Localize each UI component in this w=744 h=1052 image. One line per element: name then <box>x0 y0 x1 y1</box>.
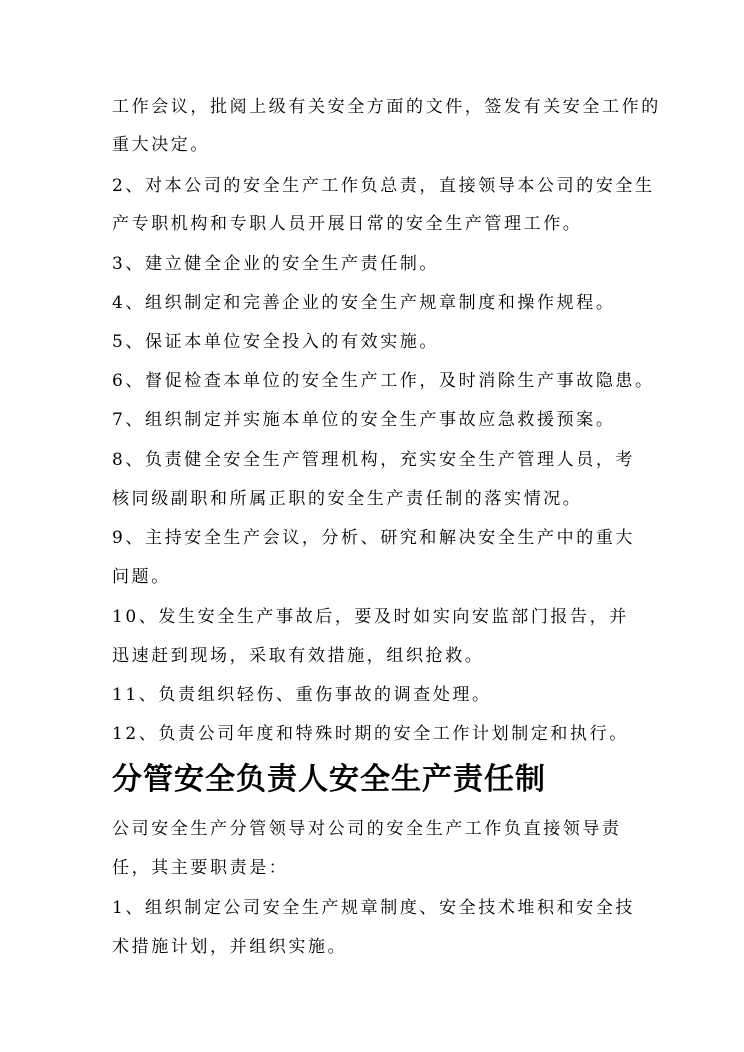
list-item-8: 8、负责健全安全生产管理机构，充实安全生产管理人员，考 <box>112 450 636 470</box>
section-heading: 分管安全负责人安全生产责任制 <box>112 762 546 797</box>
text-line: 公司安全生产分管领导对公司的安全生产工作负直接领导责 <box>112 819 622 839</box>
list-item-3: 3、建立健全企业的安全生产责任制。 <box>112 254 440 274</box>
list-item-9: 9、主持安全生产会议，分析、研究和解决安全生产中的重大 <box>112 528 636 548</box>
list-item-10: 10、发生安全生产事故后，要及时如实向安监部门报告，并 <box>112 607 629 627</box>
text-line: 工作会议，批阅上级有关安全方面的文件，签发有关安全工作的 <box>112 97 661 117</box>
text-line: 问题。 <box>112 567 171 587</box>
list-item-4: 4、组织制定和完善企业的安全生产规章制度和操作规程。 <box>112 293 616 313</box>
text-line: 产专职机构和专职人员开展日常的安全生产管理工作。 <box>112 214 583 234</box>
text-line: 术措施计划，并组织实施。 <box>112 937 348 957</box>
text-line: 迅速赶到现场，采取有效措施，组织抢救。 <box>112 646 485 666</box>
list-item-1: 1、组织制定公司安全生产规章制度、安全技术堆积和安全技 <box>112 898 636 918</box>
list-item-2: 2、对本公司的安全生产工作负总责，直接领导本公司的安全生 <box>112 176 655 196</box>
list-item-12: 12、负责公司年度和特殊时期的安全工作计划制定和执行。 <box>112 724 629 744</box>
list-item-7: 7、组织制定并实施本单位的安全生产事故应急救援预案。 <box>112 410 616 430</box>
list-item-11: 11、负责组织轻伤、重伤事故的调查处理。 <box>112 685 492 705</box>
text-line: 任，其主要职责是： <box>112 858 289 878</box>
list-item-5: 5、保证本单位安全投入的有效实施。 <box>112 332 440 352</box>
list-item-6: 6、督促检查本单位的安全生产工作，及时消除生产事故隐患。 <box>112 371 655 391</box>
text-line: 重大决定。 <box>112 135 210 155</box>
text-line: 核同级副职和所属正职的安全生产责任制的落实情况。 <box>112 489 583 509</box>
